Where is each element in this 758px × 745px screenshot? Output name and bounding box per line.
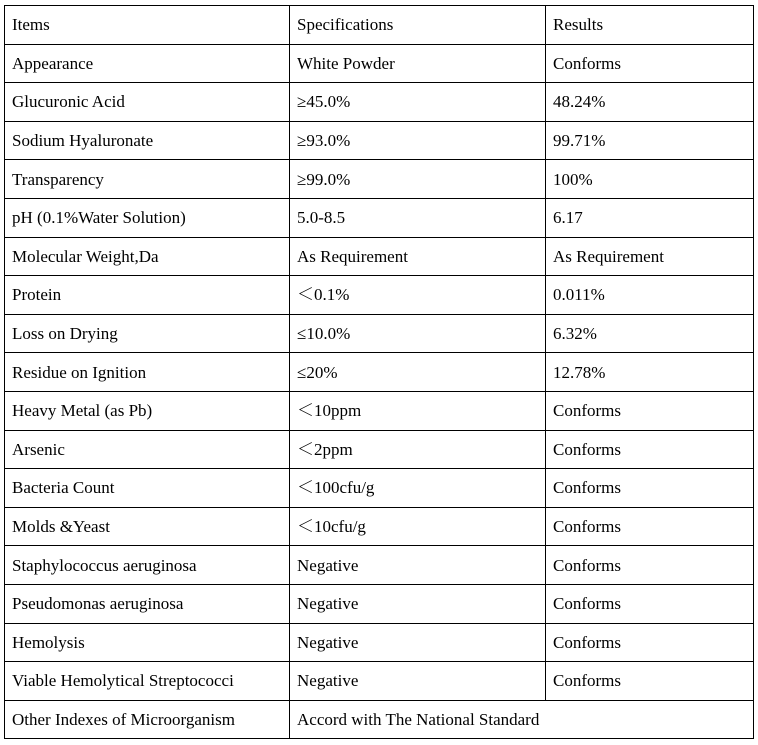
result-cell: 6.32%: [546, 314, 754, 353]
merged-spec-cell: Accord with The National Standard: [290, 700, 754, 739]
item-cell: Arsenic: [5, 430, 290, 469]
header-results: Results: [546, 6, 754, 45]
spec-cell: 5.0-8.5: [290, 198, 546, 237]
item-cell: Hemolysis: [5, 623, 290, 662]
result-cell: 0.011%: [546, 276, 754, 315]
item-cell: Sodium Hyaluronate: [5, 121, 290, 160]
spec-cell: ＜2ppm: [290, 430, 546, 469]
spec-cell: ≥93.0%: [290, 121, 546, 160]
spec-cell: ≤10.0%: [290, 314, 546, 353]
result-cell: Conforms: [546, 469, 754, 508]
table-header-row: [5, 6, 754, 45]
result-cell: Conforms: [546, 662, 754, 701]
result-cell: Conforms: [546, 44, 754, 83]
table-row: [5, 237, 754, 276]
result-cell: Conforms: [546, 507, 754, 546]
spec-cell: ≥45.0%: [290, 83, 546, 122]
item-cell: Staphylococcus aeruginosa: [5, 546, 290, 585]
result-cell: Conforms: [546, 584, 754, 623]
table-row: [5, 83, 754, 122]
table-row: [5, 44, 754, 83]
table-row: [5, 584, 754, 623]
table-row: [5, 121, 754, 160]
result-cell: Conforms: [546, 623, 754, 662]
item-cell: Heavy Metal (as Pb): [5, 391, 290, 430]
table-row: [5, 430, 754, 469]
table-footer-row: [5, 700, 754, 739]
item-cell: Loss on Drying: [5, 314, 290, 353]
item-cell: Glucuronic Acid: [5, 83, 290, 122]
item-cell: Molecular Weight,Da: [5, 237, 290, 276]
spec-cell: ＜0.1%: [290, 276, 546, 315]
result-cell: Conforms: [546, 430, 754, 469]
result-cell: 12.78%: [546, 353, 754, 392]
spec-cell: Negative: [290, 584, 546, 623]
item-cell: Molds &Yeast: [5, 507, 290, 546]
table-row: [5, 623, 754, 662]
table-row: [5, 276, 754, 315]
table-row: [5, 546, 754, 585]
result-cell: 48.24%: [546, 83, 754, 122]
result-cell: 6.17: [546, 198, 754, 237]
header-specifications: Specifications: [290, 6, 546, 45]
spec-cell: ≥99.0%: [290, 160, 546, 199]
table-row: [5, 353, 754, 392]
spec-cell: ＜10cfu/g: [290, 507, 546, 546]
spec-cell: ≤20%: [290, 353, 546, 392]
table-row: [5, 507, 754, 546]
result-cell: Conforms: [546, 391, 754, 430]
result-cell: 100%: [546, 160, 754, 199]
item-cell: Residue on Ignition: [5, 353, 290, 392]
result-cell: 99.71%: [546, 121, 754, 160]
item-cell: pH (0.1%Water Solution): [5, 198, 290, 237]
item-cell: Bacteria Count: [5, 469, 290, 508]
spec-cell: Negative: [290, 662, 546, 701]
spec-cell: Negative: [290, 623, 546, 662]
result-cell: As Requirement: [546, 237, 754, 276]
item-cell: Other Indexes of Microorganism: [5, 700, 290, 739]
item-cell: Transparency: [5, 160, 290, 199]
spec-cell: ＜10ppm: [290, 391, 546, 430]
item-cell: Appearance: [5, 44, 290, 83]
item-cell: Viable Hemolytical Streptococci: [5, 662, 290, 701]
table-row: [5, 198, 754, 237]
table-body: [5, 6, 754, 739]
header-items: Items: [5, 6, 290, 45]
specification-table: [4, 5, 754, 739]
item-cell: Protein: [5, 276, 290, 315]
table-row: [5, 469, 754, 508]
table-row: [5, 314, 754, 353]
spec-cell: ＜100cfu/g: [290, 469, 546, 508]
result-cell: Conforms: [546, 546, 754, 585]
spec-cell: As Requirement: [290, 237, 546, 276]
item-cell: Pseudomonas aeruginosa: [5, 584, 290, 623]
table-row: [5, 391, 754, 430]
spec-cell: Negative: [290, 546, 546, 585]
spec-cell: White Powder: [290, 44, 546, 83]
table-row: [5, 662, 754, 701]
table-row: [5, 160, 754, 199]
